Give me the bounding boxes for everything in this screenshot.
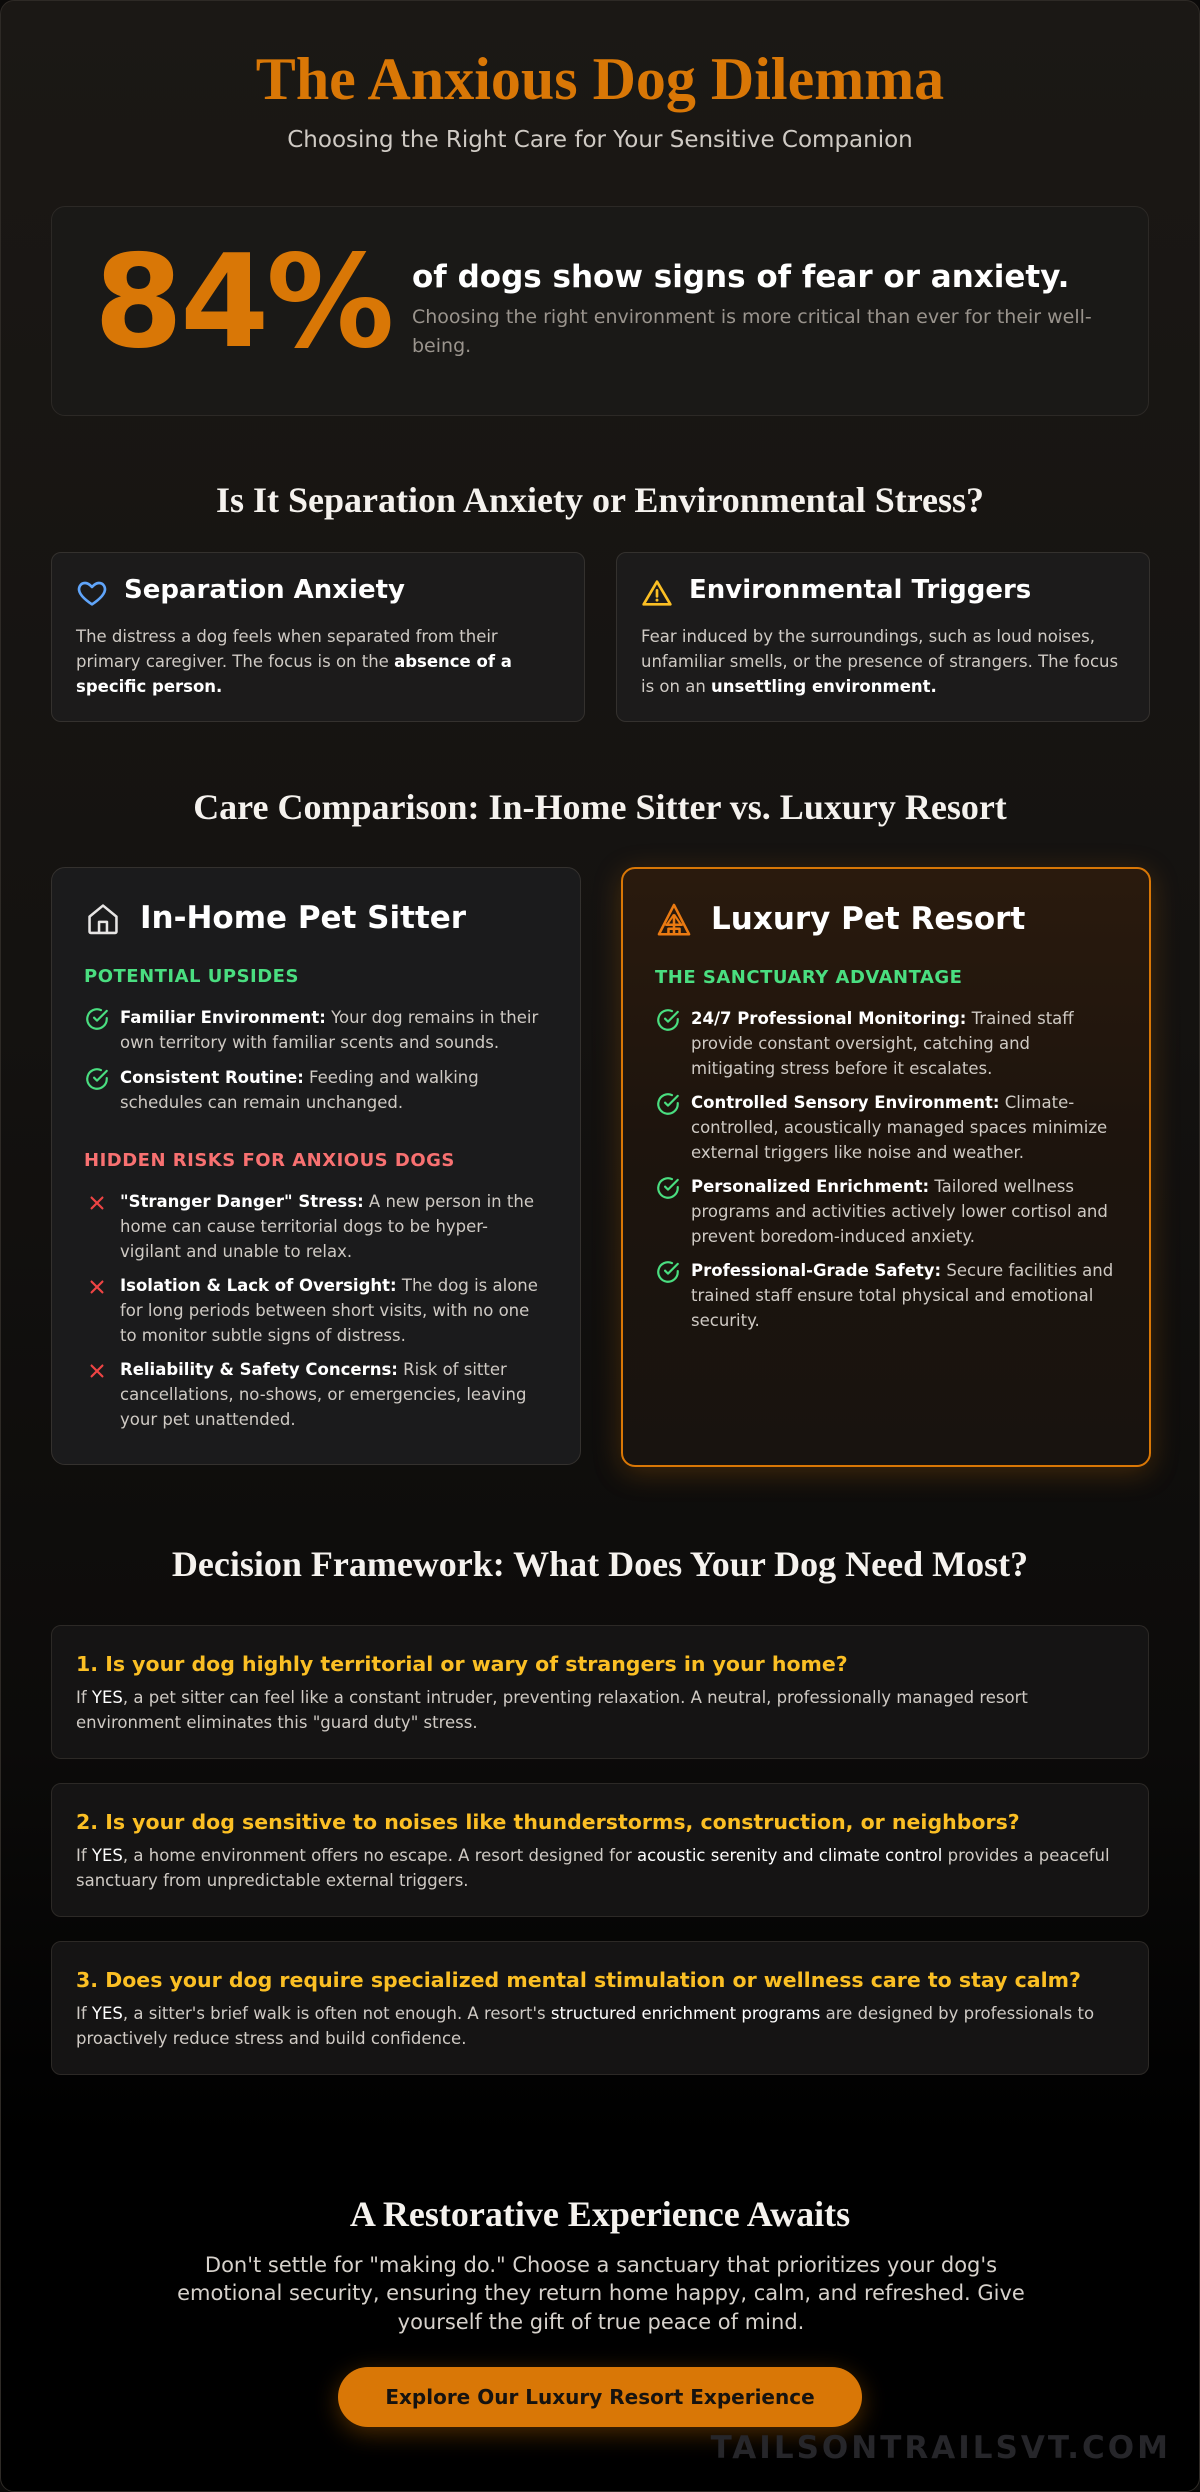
sitter-risk-body: The dog is alone for long periods between short visits, with no one to monitor subtle signs of distress. <box>120 1276 538 1345</box>
separation-anxiety-card <box>51 552 585 722</box>
answer-highlight: structured enrichment programs <box>550 2004 821 2023</box>
separation-anxiety-emphasis: absence of a specific person. <box>76 651 512 696</box>
resort-advantage-body: Secure facilities and trained staff ensure total physical and emotional security. <box>691 1261 1114 1330</box>
sitter-risk-bold: "Stranger Danger" Stress: <box>120 1192 364 1211</box>
resort-advantage-label: THE SANCTUARY ADVANTAGE <box>655 967 963 988</box>
resort-advantage-text <box>691 1259 1115 1333</box>
sitter-upside-item <box>84 1006 544 1056</box>
framework-question-card <box>51 1783 1149 1917</box>
environmental-triggers-emphasis: unsettling environment. <box>711 676 937 696</box>
framework-question: 1. Is your dog highly territorial or wary of strangers in your home? <box>76 1652 848 1676</box>
resort-advantage-body: Trained staff provide constant oversight, catching and mitigating stress before it escalates. <box>691 1009 1074 1078</box>
answer-body: , a home environment offers no escape. A resort designed for <box>122 1846 638 1865</box>
resort-advantage-body: Tailored wellness programs and activities actively lower cortisol and prevent boredom-induced anxiety. <box>691 1177 1108 1246</box>
sitter-risk-text <box>120 1274 544 1348</box>
answer-suffix: are designed by professionals to proactively reduce stress and build confidence. <box>76 2004 1095 2048</box>
page-subtitle: Choosing the Right Care for Your Sensitive Companion <box>287 127 913 153</box>
hotel-icon <box>655 901 693 939</box>
resort-title: Luxury Pet Resort <box>711 901 1026 937</box>
sitter-risk-bold: Isolation & Lack of Oversight: <box>120 1276 397 1295</box>
stat-headline: of dogs show signs of fear or anxiety. <box>412 259 1070 295</box>
separation-anxiety-body: The distress a dog feels when separated from their primary caregiver. The focus is on the <box>76 627 498 671</box>
framework-answer <box>76 1686 1116 1736</box>
framework-question-card <box>51 1625 1149 1759</box>
sitter-upside-bold: Familiar Environment: <box>120 1008 326 1027</box>
answer-prefix: If <box>76 2004 92 2023</box>
page-title: The Anxious Dog Dilemma <box>255 46 945 112</box>
check-circle-icon <box>655 1091 681 1117</box>
x-icon <box>84 1358 110 1384</box>
resort-advantage-text <box>691 1175 1115 1249</box>
resort-advantage-bold: 24/7 Professional Monitoring: <box>691 1009 967 1028</box>
check-circle-icon <box>655 1007 681 1033</box>
resort-advantage-bold: Personalized Enrichment: <box>691 1177 930 1196</box>
resort-advantage-text <box>691 1007 1115 1081</box>
house-icon <box>84 900 122 938</box>
framework-question: 3. Does your dog require specialized mental stimulation or wellness care to stay calm? <box>76 1968 1081 1992</box>
check-circle-icon <box>655 1175 681 1201</box>
environmental-triggers-card <box>616 552 1150 722</box>
separation-anxiety-text <box>76 625 566 699</box>
check-circle-icon <box>84 1006 110 1032</box>
sitter-risk-body: A new person in the home can cause territorial dogs to be hyper-vigilant and unable to relax. <box>120 1192 534 1261</box>
sitter-risk-item <box>84 1190 544 1264</box>
answer-prefix: If <box>76 1688 92 1707</box>
stat-subtext: Choosing the right environment is more critical than ever for their well-being. <box>412 306 1092 358</box>
resort-advantage-text <box>691 1091 1115 1165</box>
sitter-risk-text <box>120 1190 544 1264</box>
framework-question-card <box>51 1941 1149 2075</box>
cta-title: A Restorative Experience Awaits <box>349 2194 851 2234</box>
answer-yes: YES <box>91 1846 123 1865</box>
resort-advantage-bold: Controlled Sensory Environment: <box>691 1093 1000 1112</box>
sitter-risks-label: HIDDEN RISKS FOR ANXIOUS DOGS <box>84 1150 455 1171</box>
answer-prefix: If <box>76 1846 92 1865</box>
sitter-upside-item <box>84 1066 544 1116</box>
comparison-section-title: Care Comparison: In-Home Sitter vs. Luxury Resort <box>193 787 1007 827</box>
warning-triangle-icon <box>641 577 673 609</box>
framework-question: 2. Is your dog sensitive to noises like thunderstorms, construction, or neighbors? <box>76 1810 1020 1834</box>
environmental-triggers-title: Environmental Triggers <box>689 575 1032 605</box>
explore-resort-button[interactable]: Explore Our Luxury Resort Experience <box>338 2367 862 2427</box>
cta-text: Don't settle for "making do." Choose a sanctuary that prioritizes your dog's emotional security, ensuring they return home happy, calm, and refreshed. Give yourself the gift of true peace of mind. <box>177 2253 1025 2334</box>
answer-yes: YES <box>91 1688 123 1707</box>
stat-value: 84% <box>94 228 392 377</box>
sitter-upside-body: Feeding and walking schedules can remain unchanged. <box>120 1068 479 1112</box>
framework-answer <box>76 1844 1116 1894</box>
x-icon <box>84 1274 110 1300</box>
resort-advantage-body: Climate-controlled, acoustically managed spaces minimize external triggers like noise and weather. <box>691 1093 1108 1162</box>
luxury-resort-card <box>621 867 1151 1467</box>
sitter-title: In-Home Pet Sitter <box>140 900 467 936</box>
resort-advantage-item <box>655 1091 1115 1165</box>
sitter-risk-bold: Reliability & Safety Concerns: <box>120 1360 398 1379</box>
resort-advantage-bold: Professional-Grade Safety: <box>691 1261 942 1280</box>
sitter-upsides-label: POTENTIAL UPSIDES <box>84 966 299 987</box>
answer-highlight: acoustic serenity and climate control <box>637 1846 943 1865</box>
anxiety-section-title: Is It Separation Anxiety or Environmental Stress? <box>215 480 985 520</box>
sitter-risk-text <box>120 1358 544 1432</box>
sitter-risk-item <box>84 1274 544 1348</box>
sitter-risk-item <box>84 1358 544 1432</box>
sitter-risk-body: Risk of sitter cancellations, no-shows, or emergencies, leaving your pet unattended. <box>120 1360 527 1429</box>
environmental-triggers-body: Fear induced by the surroundings, such as loud noises, unfamiliar smells, or the presence of strangers. The focus is on an <box>641 627 1119 696</box>
sitter-upside-text <box>120 1006 544 1056</box>
environmental-triggers-text <box>641 625 1131 699</box>
x-icon <box>84 1190 110 1216</box>
separation-anxiety-title: Separation Anxiety <box>124 575 405 605</box>
stat-card <box>51 206 1149 416</box>
sitter-upside-text <box>120 1066 544 1116</box>
heart-icon <box>76 577 108 609</box>
answer-body: , a pet sitter can feel like a constant intruder, preventing relaxation. A neutral, professionally managed resort environment eliminates this "guard duty" stress. <box>76 1688 1028 1732</box>
framework-answer <box>76 2002 1116 2052</box>
resort-advantage-item <box>655 1259 1115 1333</box>
answer-body: , a sitter's brief walk is often not enough. A resort's <box>122 2004 551 2023</box>
site-watermark: TAILSONTRAILSVT.COM <box>710 2430 1171 2466</box>
sitter-upside-bold: Consistent Routine: <box>120 1068 304 1087</box>
answer-suffix: provides a peaceful sanctuary from unpredictable external triggers. <box>76 1846 1110 1890</box>
check-circle-icon <box>655 1259 681 1285</box>
answer-yes: YES <box>91 2004 123 2023</box>
in-home-sitter-card <box>51 867 581 1465</box>
framework-section-title: Decision Framework: What Does Your Dog Need Most? <box>171 1544 1029 1584</box>
check-circle-icon <box>84 1066 110 1092</box>
resort-advantage-item <box>655 1007 1115 1081</box>
sitter-upside-body: Your dog remains in their own territory with familiar scents and sounds. <box>120 1008 539 1052</box>
resort-advantage-item <box>655 1175 1115 1249</box>
